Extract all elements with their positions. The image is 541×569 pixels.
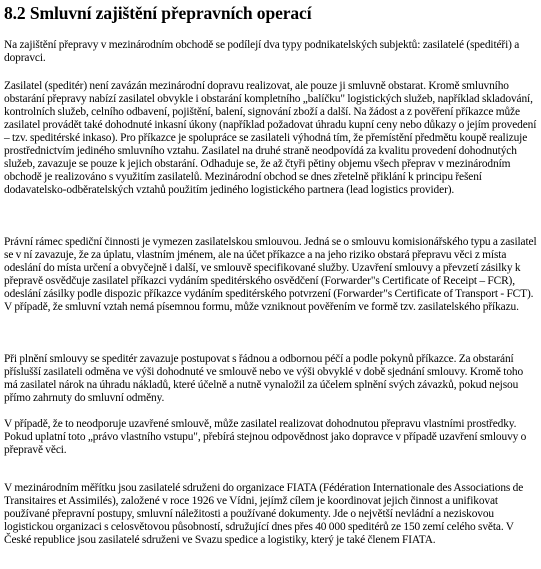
section-heading: 8.2 Smluvní zajištění přepravních operací: [4, 3, 312, 23]
paragraph-contract-performance: Při plnění smlouvy se speditér zavazuje postupovat s řádnou a odbornou péčí a podle pokynů příkazce. Za obstarání příslušší zasilateli odměna ve výši dohodnuté ve smlouvě nebo ve výši obvyklé v době sjednání smlouvy. Kromě toho má zasilatel nárok na úhradu nákladů, které účelně a nutně vynaložil za účelem splnění svých závazků, pokud nejsou přímo zahrnuty do smluvní odměny.: [4, 353, 524, 404]
paragraph-forwarder: Zasilatel (speditér) není zavázán mezinárodní dopravu realizovat, ale pouze ji smluvně obstarat. Kromě smluvního obstarání přepravy nabízí zasilatel obvykle i obstarání kompletního „balíčku" logistických služeb, například skladování, kontrolních služeb, celního odbavení, pojištění, balení, signování zboží a další. Na žádost a z pověření příkazce může zasilatel provádět také dohodnuté inkasní úkony (například požadovat úhradu kupní ceny nebo důkazy o jejím provedení – tzv. speditérské inkaso). Pro příkazce je spolupráce se zasilateli výhodná tím, že přemístění předmětu koupě realizuje prostřednictvím jediného smluvního vztahu. Zasilatel na druhé straně neodpovídá za kvalitu provedení dohodnutých služeb, zavazuje se pouze k jejich obstarání. Odhaduje se, že až čtyři pětiny objemu všech přeprav v mezinárodním obchodě je realizováno s využitím zasilatelů. Mezinárodní obchod se dnes zřetelně přiklání k principu řešení dodavatelsko-odběratelských vztahů použitím jediného logistického partnera (lead logistics provider).: [4, 80, 537, 196]
paragraph-own-entry-right: V případě, že to neodporuje uzavřené smlouvě, může zasilatel realizovat dohodnutou přepravu vlastními prostředky. Pokud uplatní toto „právo vlastního vstupu", přebírá stejnou odpovědnost jako dopravce v případě uzavření smlouvy o přepravě věci.: [4, 418, 527, 456]
paragraph-intro: Na zajištění přepravy v mezinárodním obchodě se podílejí dva typy podnikatelských subjektů: zasilatelé (speditéři) a dopravci.: [4, 39, 520, 64]
paragraph-legal-framework: Právní rámec spediční činnosti je vymezen zasilatelskou smlouvou. Jedná se o smlouvu komisionářského typu a zasilatel se v ní zavazuje, že za úplatu, vlastním jménem, ale na účet příkazce a na jeho riziko obstará přepravu věci z místa odeslání do místa určení a obvyčejně i další, ve smlouvě specifikované služby. Uzavření smlouvy a převzetí zásilky k přepravě osvědčuje zasilatel příkazci vydáním speditérského osvědčení (Forwarder"s Certificate of Receipt – FCR), odeslání zásilky podle dispozic příkazce vydáním speditérského potvrzení (Forwarder"s Certificate of Transport - FCT). V případě, že smluvní vztah nemá písemnou formu, může vzniknout pověřením ve formě tzv. zasilatelského příkazu.: [4, 236, 537, 313]
paragraph-fiata: V mezinárodním měřítku jsou zasilatelé sdruženi do organizace FIATA (Fédération Internationale des Associations de Transitaires et Assimilés), založené v roce 1926 ve Vídni, jejímž cílem je koordinovat jejich činnost a unifikovat používané přepravní postupy, smluvní náležitosti a používané dokumenty. Jde o největší nevládní a neziskovou logistickou organizaci s celosvětovou působností, sdružující dnes přes 40 000 speditérů ze 150 zemí celého světa. V České republice jsou zasilatelé sdruženi ve Svazu spedice a logistiky, který je také členem FIATA.: [4, 482, 524, 546]
